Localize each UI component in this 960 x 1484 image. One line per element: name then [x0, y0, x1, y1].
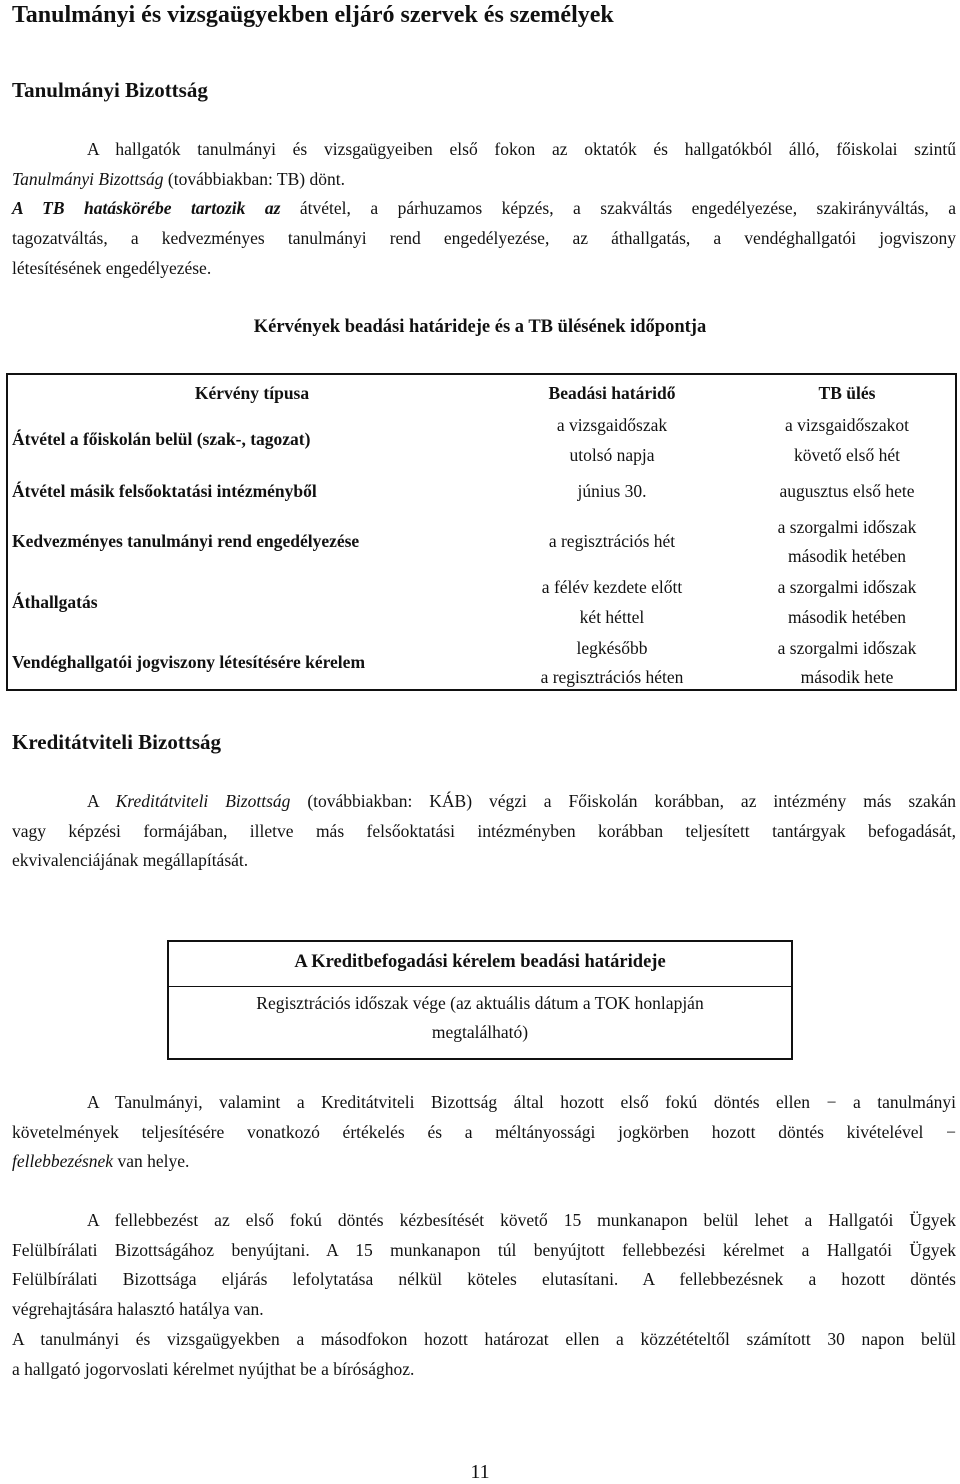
fellebbezes-line1: A fellebbezést az első fokú döntés kézbesítését követő 15 munkanapon belül lehet a Hallgatói Ügyek: [87, 1210, 956, 1230]
table1-title: Kérvények beadási határideje és a TB ülésének időpontja: [253, 317, 707, 337]
kab-line1: [12, 787, 956, 817]
table-row-3-deadline: a regisztrációs hét: [548, 531, 676, 551]
tb-paragraph: [12, 135, 956, 284]
fellebbezes-line3: Felülbírálati Bizottsága eljárás lefolytatása nélkül köteles elutasítani. A fellebbezésnek a hozott döntés: [12, 1269, 956, 1290]
appeal-line1: A Tanulmányi, valamint a Kreditátviteli Bizottság által hozott első fokú döntés ellen − a tanulmányi: [87, 1092, 956, 1112]
kab-line3: ekvivalenciájának megállapítását.: [12, 850, 249, 871]
kab-name-italic: Kreditátviteli Bizottság: [115, 791, 291, 811]
table-row-2-deadline: június 30.: [577, 481, 647, 501]
credit-box-line2: megtalálható): [431, 1022, 529, 1042]
table-row-5-meeting-line1: a szorgalmi időszak: [777, 638, 917, 658]
main-title: Tanulmányi és vizsgaügyekben eljáró szervek és személyek: [12, 2, 614, 28]
table-row-5-deadline-line2: a regisztrációs héten: [540, 667, 684, 687]
court-line2: a hallgató jogorvoslati kérelmet nyújthat be a bírósághoz.: [12, 1358, 415, 1379]
table-row-1-meeting-line2: követő első hét: [794, 445, 900, 465]
table-row-5-type: Vendéghallgatói jogviszony létesítésére kérelem: [12, 652, 366, 672]
page-number: 11: [470, 1461, 490, 1483]
credit-box-line1: Regisztrációs időszak vége (az aktuális dátum a TOK honlapján: [256, 993, 704, 1013]
table-row-3-type: Kedvezményes tanulmányi rend engedélyezése: [12, 531, 360, 551]
fellebbezes-line4: végrehajtására halasztó hatálya van.: [12, 1299, 264, 1320]
credit-deadline-box: [167, 940, 793, 1060]
appeal-line3-rest: van helye.: [113, 1151, 190, 1172]
tb-p2-line2: tagozatváltás, a kedvezményes tanulmányi rend engedélyezése, az áthallgatás, a vendéghallgatói jogviszony: [12, 228, 956, 249]
kab-line1-a: A: [87, 791, 116, 811]
table-row-1-meeting-line1: a vizsgaidőszakot: [785, 415, 909, 435]
tb-p2-line1: [12, 194, 956, 224]
table-row-2-type: Átvétel másik felsőoktatási intézményből: [12, 481, 317, 501]
section-heading-tanulmanyi-bizottsag: Tanulmányi Bizottság: [12, 78, 208, 102]
table-row-4-meeting-line1: a szorgalmi időszak: [777, 577, 917, 597]
table-row-3-meeting-line1: a szorgalmi időszak: [777, 517, 917, 537]
deadlines-table: [6, 373, 957, 691]
court-line1: A tanulmányi és vizsgaügyekben a másodfokon hozott határozat ellen a közzétételtől számított 30 napon belül: [12, 1328, 956, 1349]
table-header-type: Kérvény típusa: [194, 383, 310, 403]
table-row-4-deadline-line1: a félév kezdete előtt: [541, 577, 683, 597]
tb-p1-line2-rest: (továbbiakban: TB) dönt.: [163, 168, 345, 189]
table-row-4-deadline-line2: két héttel: [579, 607, 645, 627]
table-header-deadline: Beadási határidő: [548, 383, 676, 403]
kab-line2: vagy képzési formájában, illetve más felsőoktatási intézményben korábban teljesített tantárgyak befogadását,: [12, 820, 956, 841]
tb-p2-line1-rest: átvétel, a párhuzamos képzés, a szakváltás engedélyezése, szakirányváltás, a: [280, 198, 957, 219]
appeal-line3: [12, 1147, 956, 1177]
appeal-paragraph: [12, 1088, 956, 1177]
table-row-5-meeting-line2: második hete: [800, 667, 894, 687]
credit-box-divider: [169, 986, 791, 987]
table-row-1-deadline-line2: utolsó napja: [569, 445, 655, 465]
table-row-2-meeting: augusztus első hete: [779, 481, 915, 501]
table-row-4-meeting-line2: második hetében: [787, 607, 907, 627]
fellebbezes-line2: Felülbírálati Bizottságához benyújtani. A 15 munkanapon túl benyújtott fellebbezési kérelmet a Hallgatói Ügyek: [12, 1239, 956, 1260]
tb-p1-line2: [12, 165, 956, 195]
table-header-meeting: TB ülés: [818, 383, 876, 403]
tb-name-italic: Tanulmányi Bizottság: [12, 168, 164, 189]
table-row-1-type: Átvétel a főiskolán belül (szak-, tagozat): [12, 429, 311, 449]
appeal-deadline-paragraph: [12, 1206, 956, 1384]
tb-p1-line1: A hallgatók tanulmányi és vizsgaügyeiben első fokon az oktatók és hallgatókból álló, főiskolai szintű: [87, 139, 956, 159]
table-row-4-type: Áthallgatás: [12, 592, 98, 612]
table-row-1-deadline-line1: a vizsgaidőszak: [556, 415, 668, 435]
appeal-italic: fellebbezésnek: [12, 1151, 114, 1172]
table-row-5-deadline-line1: legkésőbb: [576, 638, 648, 658]
section-heading-kreditatviteli-bizottsag: Kreditátviteli Bizottság: [12, 730, 221, 754]
table-row-3-meeting-line2: második hetében: [787, 546, 907, 566]
kab-line1-b: (továbbiakban: KÁB) végzi a Főiskolán korábban, az intézmény más szakán: [290, 791, 956, 811]
appeal-line2: követelmények teljesítésére vonatkozó értékelés és a méltányossági jogkörben hozott döntés kivételével −: [12, 1121, 956, 1142]
kab-paragraph: [12, 787, 956, 876]
tb-p2-line3: létesítésének engedélyezése.: [12, 257, 212, 278]
tb-competence-lead: A TB hatáskörébe tartozik az: [12, 198, 281, 219]
credit-box-title: A Kreditbefogadási kérelem beadási határideje: [294, 952, 666, 972]
